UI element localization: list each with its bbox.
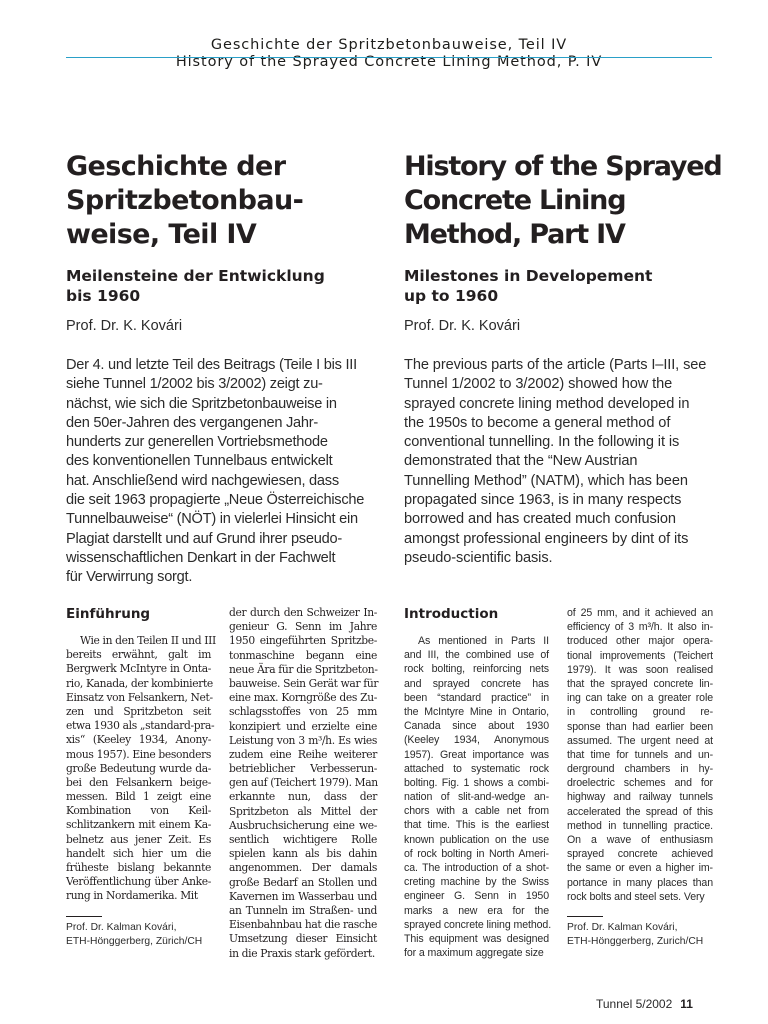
body-text-line: troduced other major opera- [567, 635, 713, 648]
body-text-line: for a maximum aggregate size [404, 947, 544, 960]
body-text-line: früheste bislang bekannte [66, 861, 211, 874]
body-text-line: been “standard practice” in [404, 691, 549, 704]
footnote-line: Prof. Dr. Kalman Kovári, [567, 922, 678, 933]
footnote-line: ETH-Hönggerberg, Zürich/CH [66, 936, 203, 947]
body-text-line: Eisenbahnbau hat die rasche [229, 918, 378, 932]
lead-line: Tunnelling Method” (NATM), which has been [404, 472, 688, 489]
lead-line: Tunnelbauweise“ (NÖT) in vielerlei Hinsicht ein [66, 511, 358, 528]
body-text-line: Einsatz von Felsankern, Net- [66, 690, 213, 704]
body-text-line: große Bedeutung wurde da- [66, 761, 211, 775]
article-title-german [66, 150, 376, 252]
body-text-line: portance in many places than [567, 876, 713, 889]
body-text-line: and III, the combined use of [404, 649, 549, 662]
body-text-line: schlitzankern mit einem Ka- [66, 818, 211, 832]
title-line: Concrete Lining [404, 185, 626, 216]
body-text-line: attached to systematic rock [404, 762, 549, 775]
body-text-line: Canada since about 1930 [404, 720, 549, 733]
body-text-line: bei den Felsankern beige- [66, 775, 211, 789]
body-text-line: Bergwerk McIntyre in Onta- [66, 662, 211, 676]
footnote-german [66, 921, 202, 949]
lead-line: The previous parts of the article (Parts I–III, see [404, 357, 707, 373]
lead-line: conventional tunnelling. In the following it is [404, 434, 680, 451]
lead-line: borrowed and has created much confusion [404, 511, 676, 528]
body-text-line: known publication on the use [404, 833, 549, 846]
footnote-line: Prof. Dr. Kalman Kovári, [66, 922, 177, 933]
body-text-line: of 25 mm, and it achieved an [567, 607, 713, 619]
lead-line: the 1950s to become a general method of [404, 414, 671, 431]
body-text-line: chors with a cable net from [404, 805, 549, 818]
lead-line: den 50er-Jahren des vergangenen Jahr- [66, 414, 318, 431]
body-text-line: tonmaschine begann eine [229, 648, 377, 662]
body-text-line: creting machine by the Swiss [404, 876, 549, 889]
body-text-line: and sprayed concrete has [404, 677, 549, 690]
body-text-line: 1957). Great importance was [404, 748, 549, 761]
body-text-line: rock bolts and steel sets. Very [567, 890, 705, 903]
lead-line: propagated since 1963, is in many respects [404, 492, 682, 509]
lead-line: pseudo-scientific basis. [404, 549, 553, 566]
body-text-line: method in tunnelling practice. [567, 819, 713, 832]
body-column-german-1 [66, 634, 216, 904]
body-text-line: etwa 1930 als „standard-pra- [66, 719, 215, 733]
body-text-line: As mentioned in Parts II [418, 635, 549, 647]
body-text-line: in die Praxis stark gefördert. [229, 946, 375, 960]
body-text-line: Leistung von 3 m³/h. Es wies [229, 733, 377, 747]
body-text-line: bauweise. Sein Gerät war für [229, 676, 379, 690]
body-text-line: erkannte nun, dass der [229, 790, 377, 804]
lead-line: nächst, wie sich die Spritzbetonbauweise in [66, 395, 337, 412]
lead-line: hat. Anschließend wird nachgewiesen, dass [66, 472, 339, 489]
body-text-line: rock bolting, reinforcing nets [404, 663, 549, 676]
body-text-line: gen auf (Teichert 1979). Man [229, 776, 378, 790]
body-text-line: Kombination von Keil- [66, 804, 211, 818]
running-head-rule [66, 57, 712, 58]
body-text-line: the same or even a higher im- [567, 862, 713, 875]
body-text-line: handelt sich hier um die [66, 846, 211, 860]
body-text-line: (Keeley 1934, Anonymous [404, 734, 549, 747]
running-head [66, 37, 712, 71]
body-text-line: messen. Bild 1 zeigt eine [66, 790, 211, 804]
body-text-line: that time. This is the earliest [404, 819, 549, 832]
footnote-english [567, 921, 703, 949]
running-head-english: History of the Sprayed Concrete Lining Method, P. IV [175, 54, 603, 70]
body-text-line: tional improvements (Teichert [567, 649, 713, 662]
subtitle-english: Milestones in Developement up to 1960 [404, 267, 653, 305]
title-line: weise, Teil IV [66, 219, 257, 250]
body-text-line: droelectric schemes and for [567, 777, 713, 790]
body-text-line: konzipiert und erzielte eine [229, 719, 377, 733]
body-text-line: angenommen. Der damals [229, 861, 377, 875]
body-text-line: neue Ära für die Spritzbeton- [229, 662, 378, 676]
body-column-english-1 [404, 634, 552, 960]
lead-line: hunderts zur generellen Vortriebsmethode [66, 434, 328, 451]
body-column-german-2 [229, 606, 377, 961]
subtitle-german: Meilensteine der Entwicklung bis 1960 [66, 267, 325, 305]
body-text-line: nation of slit-and-wedge an- [404, 791, 549, 804]
body-text-line: schlagsstoffes von 25 mm [229, 705, 377, 719]
body-text-line: engineer G. Senn in 1950 [404, 890, 549, 903]
lead-line: wissenschaftlichen Denkart in der Fachwelt [66, 549, 336, 566]
lead-line: Der 4. und letzte Teil des Beitrags (Teile I bis III [66, 357, 357, 373]
body-text-line: belnetz aus jener Zeit. Es [66, 832, 211, 846]
lead-line: sprayed concrete lining method developed in [404, 395, 690, 412]
body-text-line: mous 1957). Eine besonders [66, 747, 211, 761]
body-text-line: genieur G. Senn im Jahre [229, 620, 377, 634]
body-text-line: betrieblicher Verbesserun- [229, 762, 377, 776]
lead-line: Plagiat darstellt und auf Grund ihrer pseudo- [66, 530, 342, 547]
lead-line: siehe Tunnel 1/2002 bis 3/2002) zeigt zu- [66, 376, 323, 393]
section-heading-german: Einführung [66, 606, 151, 622]
body-column-english-2 [567, 606, 713, 904]
body-text-line: of rock bolting in North Ameri- [404, 847, 549, 860]
body-text-line: Umsetzung dieser Einsicht [229, 932, 377, 946]
lead-line: amongst professional engineers by dint of its [404, 530, 689, 547]
body-text-line: rio, Kanada, der kombinierte [66, 676, 213, 690]
article-title-english [404, 150, 724, 252]
body-text-line: in controlling ground re- [567, 706, 713, 719]
body-text-line: xis“ (Keeley 1934, Anony- [66, 733, 211, 747]
running-head-german: Geschichte der Spritzbetonbauweise, Teil IV [210, 37, 568, 53]
body-text-line: Veröffentlichung über Anke- [66, 875, 211, 889]
body-text-line: the McIntyre Mine in Ontario, [404, 705, 549, 718]
title-line: History of the Sprayed [404, 151, 722, 182]
body-text-line: Kavernen im Wasserbau und [229, 889, 377, 903]
body-text-line: eine max. Korngröße des Zu- [229, 691, 377, 705]
body-text-line: that the sprayed concrete lin- [567, 677, 713, 690]
body-text-line: highway and railway tunnels [567, 791, 713, 804]
lead-line: für Verwirrung sorgt. [66, 569, 193, 586]
body-text-line: assumed. The urgent need at [567, 734, 713, 747]
lead-line: Tunnel 1/2002 to 3/2002) showed how the [404, 376, 673, 393]
body-text-line: accelerated the spread of this [567, 805, 713, 818]
body-text-line: ca. The introduction of a shot- [404, 862, 549, 874]
body-text-line: marks a new era for the [404, 904, 549, 917]
body-text-line: Ausbruchsicherung eine we- [229, 818, 377, 832]
lead-paragraph-german [66, 356, 376, 588]
body-text-line: der durch den Schweizer In- [229, 606, 377, 619]
body-text-line: sprayed concrete achieved [567, 848, 713, 861]
body-text-line: sentlich wichtigere Rolle [229, 833, 377, 846]
lead-line: die seit 1963 propagierte „Neue Österreichische [66, 492, 365, 509]
lead-line: des konventionellen Tunnelbaus entwickelt [66, 453, 333, 470]
author-english: Prof. Dr. K. Kovári [404, 318, 521, 334]
body-text-line: bereits erwähnt, galt im [66, 648, 211, 662]
body-text-line: spielen kann als bis dahin [229, 847, 377, 861]
body-text-line: On a wave of enthusiasm [567, 834, 713, 846]
footnote-rule-english [567, 916, 603, 917]
journal-issue: Tunnel 5/2002 [596, 997, 673, 1011]
body-text-line: that time for tunnels and un- [567, 748, 713, 761]
lead-line: demonstrated that the “New Austrian [404, 453, 638, 470]
body-text-line: This equipment was designed [404, 932, 549, 945]
title-line: Geschichte der [66, 151, 286, 182]
footnote-line: ETH-Hönggerberg, Zurich/CH [567, 936, 704, 947]
body-text-line: derground chambers in hy- [567, 763, 713, 776]
title-line: Spritzbetonbau- [66, 185, 304, 216]
footnote-rule-german [66, 916, 102, 917]
body-text-line: ing can take on a greater role [567, 692, 713, 705]
body-text-line: Spritzbeton als Mittel der [229, 804, 377, 818]
body-text-line: zen und Spritzbeton seit [66, 704, 211, 718]
body-text-line: zudem eine Reihe weiterer [229, 747, 377, 761]
page-number: 11 [680, 997, 693, 1011]
body-text-line: an Tunneln im Straßen- und [229, 903, 377, 917]
body-text-line: 1950 eingeführten Spritzbe- [229, 634, 377, 648]
body-text-line: sprayed concrete lining method. [404, 918, 552, 931]
body-text-line: 1979). It was soon realised [567, 663, 713, 676]
section-heading-english: Introduction [404, 606, 499, 622]
body-text-line: bolting. Fig. 1 shows a combi- [404, 776, 549, 789]
title-line: Method, Part IV [404, 219, 625, 250]
body-text-line: efficiency of 3 m³/h. It also in- [567, 621, 713, 634]
page-folio [596, 997, 693, 1011]
body-text-line: rung in Nordamerika. Mit [66, 889, 198, 903]
lead-paragraph-english [404, 356, 714, 568]
body-text-line: sponse than had earlier been [567, 720, 713, 733]
author-german: Prof. Dr. K. Kovári [66, 318, 183, 334]
body-text-line: große Bedarf an Stollen und [229, 875, 377, 889]
body-text-line: Wie in den Teilen II und III [80, 634, 216, 647]
